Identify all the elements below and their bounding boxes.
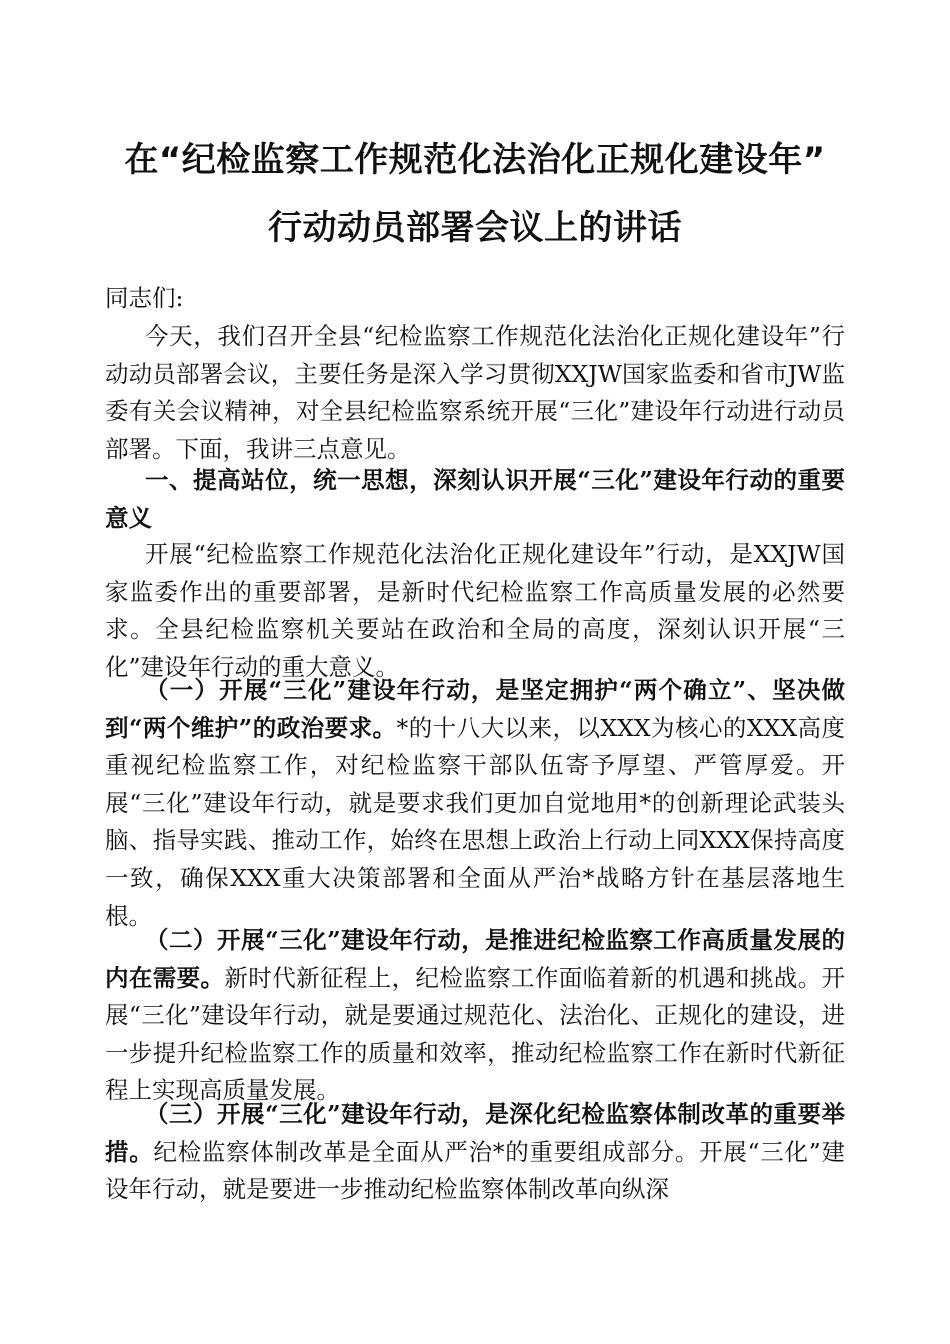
subsection-1-heading: （一）开展“三化”建设年行动，是坚定拥护“两个确立”、坚决做到“两个维护”的政治要求。: [105, 676, 845, 742]
intro-paragraph: 今天，我们召开全县“纪检监察工作规范化法治化正规化建设年”行动动员部署会议，主要任务是深入学习贯彻XXJW国家监委和省市JW监委有关会议精神，对全县纪检监察系统开展“三化”建设年行动进行动员部署。下面，我讲三点意见。: [105, 322, 845, 463]
document-title-line-2: 行动动员部署会议上的讲话: [268, 208, 682, 248]
subsection-2-body: 新时代新征程上，纪检监察工作面临着新的机遇和挑战。开展“三化”建设年行动，就是要通过规范化、法治化、正规化的建设，进一步提升纪检监察工作的质量和效率，推动纪检监察工作在新时代新征程上实现高质量发展。: [105, 963, 846, 1105]
section-1-paragraph: 开展“纪检监察工作规范化法治化正规化建设年”行动，是XXJW国家监委作出的重要部署，是新时代纪检监察工作高质量发展的必然要求。全县纪检监察机关要站在政治和全局的高度，深刻认识开展“三化”建设年行动的重大意义。: [105, 540, 845, 681]
subsection-3-paragraph: [105, 1096, 845, 1209]
subsection-2-heading: （二）开展“三化”建设年行动，是推进纪检监察工作高质量发展的内在需要。: [105, 926, 845, 992]
subsection-3-heading: （三）开展“三化”建设年行动，是深化纪检监察体制改革的重要举措。: [105, 1100, 845, 1166]
subsection-2-paragraph: [105, 922, 845, 1110]
section-1-heading: 一、提高站位，统一思想，深刻认识开展“三化”建设年行动的重要意义: [105, 466, 845, 532]
subsection-3-body: 纪检监察体制改革是全面从严治*的重要组成部分。开展“三化”建设年行动，就是要进一步推动纪检监察体制改革向纵深: [105, 1137, 845, 1204]
subsection-1-body: *的十八大以来，以XXX为核心的XXX高度重视纪检监察工作，对纪检监察干部队伍寄予厚望、严管厚爱。开展“三化”建设年行动，就是要求我们更加自觉地用*的创新理论武装头脑、指导实践、推动工作，始终在思想上政治上行动上同XXX保持高度一致，确保XXX重大决策部署和全面从严治*战略方针在基层落地生根。: [105, 713, 845, 930]
subsection-1-paragraph: [105, 672, 845, 935]
salutation: 同志们:: [105, 284, 184, 312]
document-title-line-1: 在“纪检监察工作规范化法治化正规化建设年”: [124, 140, 826, 180]
